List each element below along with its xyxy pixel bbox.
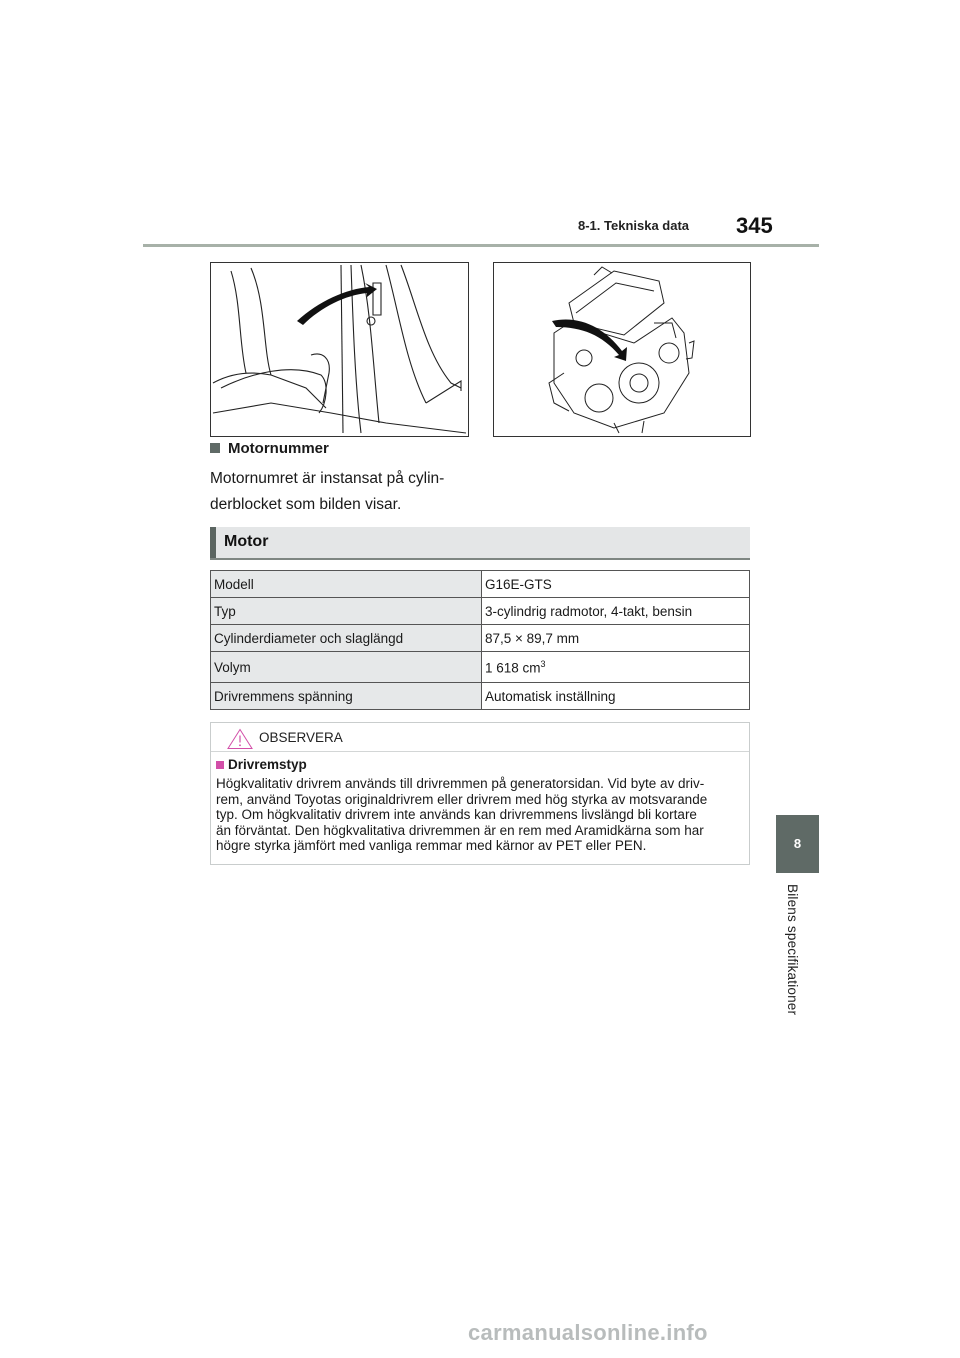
page-number: 345 [736, 213, 773, 238]
table-row [211, 683, 750, 710]
spec-value: G16E-GTS [482, 571, 750, 598]
header-divider [143, 244, 819, 247]
section-header [210, 527, 750, 560]
section-accent-bar [210, 527, 216, 558]
chapter-side-label [785, 884, 813, 1034]
notice-subheading [216, 757, 307, 772]
notice-line: högre styrka jämfört med vanliga remmar med kärnor av PET eller PEN. [216, 838, 647, 854]
notice-line: än förväntat. Den högkvalitativa drivremmen är en rem med Aramidkärna som har [216, 822, 704, 838]
spec-label: Drivremmens spänning [211, 683, 482, 710]
notice-subheading-text: Drivremstyp [228, 757, 307, 772]
spec-value: Automatisk inställning [482, 683, 750, 710]
spec-label: Cylinderdiameter och slaglängd [211, 625, 482, 652]
engine-number-description [210, 466, 500, 518]
superscript: 3 [540, 658, 546, 669]
table-row [211, 652, 750, 683]
engine-number-heading [210, 440, 329, 457]
section-title: 8-1. Tekniska data [578, 218, 690, 233]
spec-label: Volym [211, 652, 482, 683]
notice-header [211, 723, 749, 752]
notice-line: Högkvalitativ drivrem används till drivremmen på generatorsidan. Vid byte av driv- [216, 776, 705, 791]
spec-label: Modell [211, 571, 482, 598]
square-bullet-icon [210, 443, 220, 453]
description-line: derblocket som bilden visar. [210, 496, 402, 513]
table-row [211, 598, 750, 625]
notice-label: OBSERVERA [259, 730, 343, 745]
door-pillar-illustration [210, 262, 469, 437]
spec-label: Typ [211, 598, 482, 625]
notice-body [216, 776, 744, 854]
notice-line: rem, använd Toyotas originaldrivrem eller drivrem med hög styrka av motsvarande [216, 791, 708, 807]
description-line: Motornumret är instansat på cylin- [210, 470, 445, 487]
table-row [211, 625, 750, 652]
square-bullet-icon [216, 761, 224, 769]
notice-box [210, 722, 750, 865]
warning-triangle-icon [227, 728, 253, 750]
spec-value-text: 1 618 cm [485, 660, 541, 676]
engine-spec-table [210, 570, 750, 710]
spec-value: 3-cylindrig radmotor, 4-takt, bensin [482, 598, 750, 625]
spec-value [482, 652, 750, 683]
chapter-side-label-text: Bilens specifikationer [785, 884, 800, 1016]
watermark: carmanualsonline.info [468, 1320, 708, 1345]
engine-illustration [493, 262, 751, 437]
notice-line: typ. Om högkvalitativ drivrem inte används kan drivremmens livslängd bli kortare [216, 807, 697, 823]
chapter-tab[interactable]: 8 [776, 815, 819, 873]
section-header-title: Motor [224, 533, 269, 550]
table-row [211, 571, 750, 598]
spec-value: 87,5 × 89,7 mm [482, 625, 750, 652]
engine-number-heading-text: Motornummer [228, 440, 329, 457]
